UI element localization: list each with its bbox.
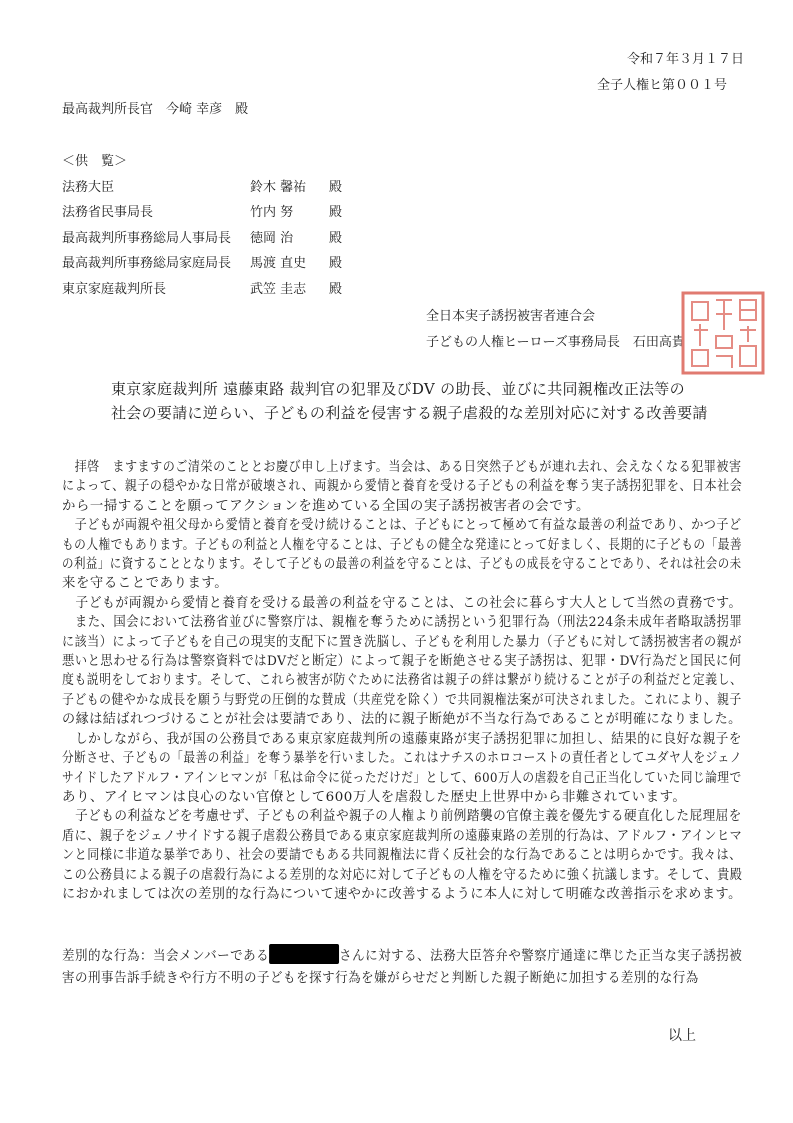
body-line: によって、親子の穏やかな日常が破壊され、両親から愛情と養育を受ける子どもの利益を奪う実子誘拐犯罪を、日本社会	[62, 479, 743, 495]
cc-name: 武笠 圭志	[250, 282, 307, 297]
cc-title: 法務省民事局長	[62, 205, 154, 220]
body-line: 子どもが両親から愛情と養育を受ける最善の利益を守ることは、この社会に暮らす大人として当然の責務です。	[62, 595, 742, 611]
cc-title: 最高裁判所事務総局人事局長	[62, 231, 232, 246]
document-number: 全子人権ヒ第００１号	[597, 78, 728, 93]
text: さんに対する、法務大臣答弁や警察庁通達に準じた正当な実子誘拐被	[339, 949, 743, 964]
body-line: の縁は結ばれつづけることが社会は要請であり、法的に親子断絶が不当な行為であることが明確になりました。	[62, 712, 742, 728]
body-line: ンと同様に非道な暴挙であり、社会の要請でもある共同親権法に背く反社会的な行為であることは明らかです。我々は、	[62, 848, 742, 864]
body-line: 分断させ、子どもの「最善の利益」を奪う暴挙を行いました。これはナチスのホロコーストの責任者としてユダヤ人をジェノ	[62, 751, 743, 767]
cc-label: ＜供 覧＞	[62, 154, 128, 169]
closing: 以上	[668, 1028, 696, 1044]
cc-title: 東京家庭裁判所長	[62, 282, 167, 297]
body-line: 拝啓 ますますのご清栄のこととお慶び申し上げます。当会は、ある日突然子どもが連れ去れ、会えなくなる犯罪被害	[62, 460, 742, 475]
seal-glyphs	[692, 300, 756, 368]
body-line: あり、アイヒマンは良心のない官僚として600万人を虐殺した歴史上世界中から非難されています。	[62, 789, 687, 805]
cc-honorific: 殿	[329, 282, 343, 297]
discriminatory-act-line-2: 害の刑事告訴手続きや行方不明の子どもを探す行為を嫌がらせだと判断した親子断絶に加担する差別的な行為	[62, 971, 699, 986]
text: 差別的な行為：当会メンバーである	[62, 949, 270, 964]
body-line: しかしながら、我が国の公務員である東京家庭裁判所の遠藤東路が実子誘拐犯罪に加担し、結果的に良好な親子を	[62, 731, 742, 747]
cc-title: 最高裁判所事務総局家庭局長	[62, 256, 232, 271]
body-line: におかれましては次の差別的な行為について速やかに改善するように本人に対して明確な改善指示を求めます。	[62, 886, 742, 902]
body-line: 子どもが両親や祖父母から愛情と養育を受け続けることは、子どもにとって極めて有益な最善の利益であり、かつ子ど	[62, 518, 742, 534]
cc-honorific: 殿	[329, 180, 343, 195]
body-line: から一掃することを願ってアクションを進めている全国の実子誘拐被害者の会です。	[62, 498, 590, 514]
body-line: サイドしたアドルフ・アインヒマンが「私は命令に従っただけだ」として、600万人の虐殺を自己正当化していた同じ論理で	[62, 770, 742, 786]
cc-name: 馬渡 直史	[250, 256, 307, 271]
seal-stamp	[680, 290, 766, 376]
sender-person: 子どもの人権ヒーローズ事務局長 石田高貴	[426, 335, 685, 350]
sender-organization: 全日本実子誘拐被害者連合会	[426, 309, 596, 324]
body-line: 来を守ることであります。	[62, 576, 229, 592]
body-line: もの人権でもあります。子どもの利益と人権を守ることは、子どもの健全な発達にとって好ましく、長期的に子どもの「最善	[62, 537, 743, 553]
cc-name: 竹内 努	[250, 205, 294, 220]
addressee: 最高裁判所長官 今崎 幸彦 殿	[62, 102, 249, 117]
cc-honorific: 殿	[329, 256, 343, 271]
document-title-line-2: 社会の要請に逆らい、子どもの利益を侵害する親子虐殺的な差別対応に対する改善要請	[111, 404, 708, 422]
body-line: この公務員による親子の虐殺行為による差別的な対応に対して子どもの人権を守るために強く抗議します。そして、貴殿	[62, 867, 743, 883]
body-line: 盾に、親子をジェノサイドする親子虐殺公務員である東京家庭裁判所の遠藤東路の差別的行為は、アドルフ・アインヒマ	[62, 828, 743, 844]
cc-title: 法務大臣	[62, 180, 115, 195]
body-line: 子どもの利益などを考慮せず、子どもの利益や親子の人権より前例踏襲の官僚主義を優先する硬直化した屁理屈を	[62, 809, 742, 825]
body-text	[62, 458, 742, 904]
cc-name: 鈴木 馨祐	[250, 180, 307, 195]
redacted-name	[269, 944, 339, 964]
date: 令和７年３月１７日	[627, 52, 745, 67]
document-title-line-1: 東京家庭裁判所 遠藤東路 裁判官の犯罪及びDV の助長、並びに共同親権改正法等の	[111, 380, 685, 398]
body-line: 子どもの健やかな成長を願う与野党の圧倒的な賛成（共産党を除く）で共同親権法案が可決されました。これにより、親子	[62, 692, 742, 708]
body-line: の利益」に資することとなります。そして子どもの最善の利益を守ることは、子どもの成長を守ることであり、それは社会の未	[62, 557, 742, 573]
cc-honorific: 殿	[329, 205, 343, 220]
cc-honorific: 殿	[329, 231, 343, 246]
body-line: 悪いと思わせる行為は警察資料ではDVだと断定）によって親子を断絶させる実子誘拐は、犯罪・DV行為だと国民に何	[62, 654, 742, 670]
discriminatory-act-line-1	[62, 944, 742, 968]
cc-name: 徳岡 治	[250, 231, 294, 246]
body-line: に該当）によって子どもを自己の現実的支配下に置き洗脳し、子どもを利用した暴力（子どもに対して誘拐被害者の親が	[62, 634, 742, 650]
body-line: 度も説明をしております。そして、これら被害が防ぐために法務省は親子の絆は繋がり続けることが子の利益だと定義し、	[62, 673, 743, 689]
body-line: また、国会において法務省並びに警察庁は、親権を奪うために誘拐という犯罪行為（刑法224条未成年者略取誘拐罪	[62, 615, 743, 631]
discriminatory-act	[62, 944, 791, 990]
